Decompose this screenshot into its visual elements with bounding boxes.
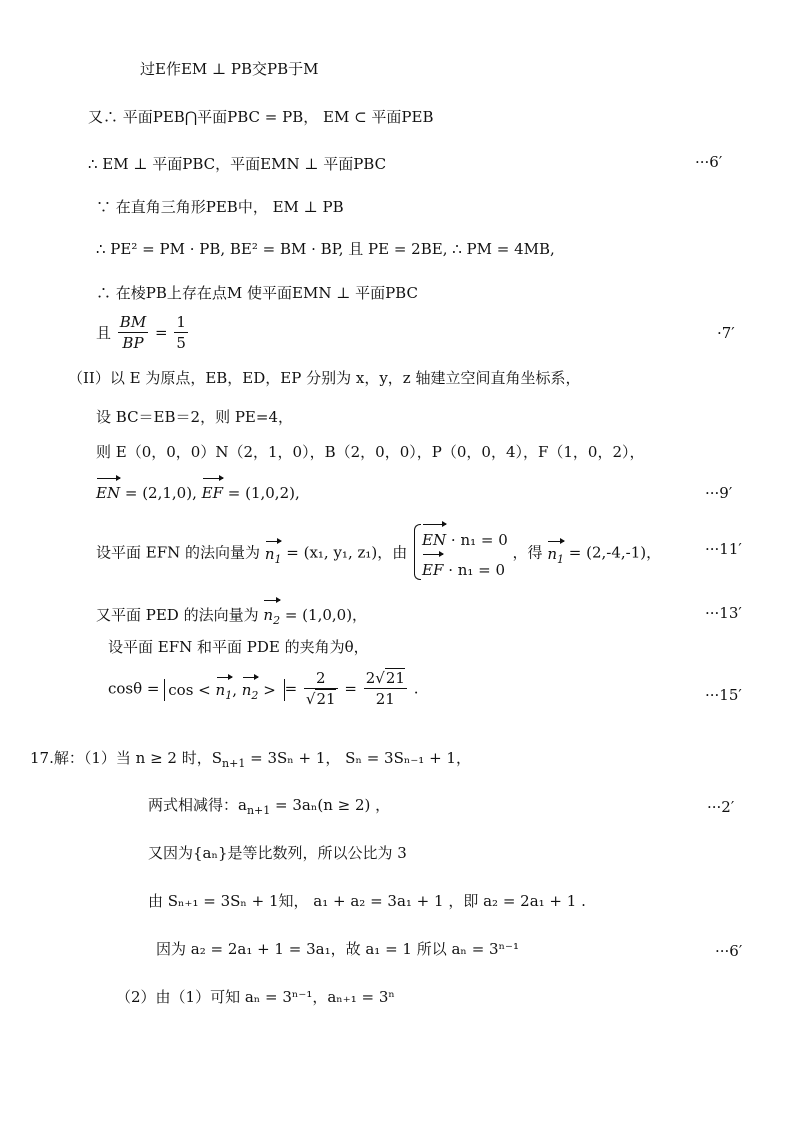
score-2: ···2′ <box>707 798 735 816</box>
fraction-2-sqrt21 <box>304 668 338 709</box>
frac-denominator: 5 <box>176 334 186 352</box>
line-normal-efn <box>96 522 661 582</box>
frac-denominator: √21 <box>305 690 336 708</box>
line-subtract-rest: = 3aₙ(n ≥ 2) ， <box>275 796 391 814</box>
line-pe-squared: ∴ PE² = PM · PB, BE² = BM · BP, 且 PE = 2BE, ∴ PM = 4MB, <box>96 240 555 258</box>
line-17-part1: 17.解：（1）当 n ≥ 2 时，$S_{n+1} = 3S_n + 1$， Sₙ = 3Sₙ₋₁ + 1， <box>30 749 471 770</box>
vector-n1-letter: n <box>264 544 275 563</box>
vector-n1-letter: n <box>215 681 226 699</box>
normal-efn-prefix: 设平面 EFN 的法向量为 <box>96 543 261 562</box>
score-15: ···15′ <box>705 686 742 704</box>
vector-n2: $n_2$ <box>242 675 259 702</box>
cos-close: > <box>263 681 276 699</box>
vector-ef: EF <box>202 476 223 504</box>
line-points: 则 E（0，0，0）N（2，1，0），B（2，0，0），P（0，0，4），F（1，0，2）， <box>96 443 645 461</box>
frac-denominator: BP <box>122 334 144 352</box>
vector-ef-value: = (1,0,2), <box>227 484 300 502</box>
vector-n1: $n_1$ <box>547 539 564 566</box>
line-geometric: 又因为{aₙ}是等比数列，所以公比为 3 <box>148 844 407 862</box>
score-6b: ···6′ <box>715 942 743 960</box>
line-subtract-prefix: 两式相减得：a <box>148 796 247 814</box>
line-cos-theta <box>108 668 418 709</box>
line-part2-coords: （II）以 E 为原点，EB，ED，EP 分别为 x，y，z 轴建立空间直角坐标系， <box>68 369 581 387</box>
line-set-bc: 设 BC＝EB＝2，则 PE=4， <box>96 408 293 426</box>
equals-sign: = <box>284 679 298 698</box>
frac-numerator: 2√21 <box>365 669 405 687</box>
line-right-triangle: ∵ 在直角三角形PEB中， EM ⊥ PB <box>96 198 344 216</box>
vector-n2-letter: n <box>241 681 252 699</box>
line-angle-theta: 设平面 EFN 和平面 PDE 的夹角为θ， <box>108 638 369 656</box>
normal-efn-coords: = (x₁, y₁, z₁)，由 <box>286 543 408 562</box>
score-7: ·7′ <box>717 324 735 342</box>
line-normal-ped <box>96 598 367 632</box>
score-9: ···9′ <box>705 484 733 502</box>
vector-ef: EF <box>422 552 443 582</box>
vector-n2: $n_2$ <box>263 598 280 632</box>
normal-ped-prefix: 又平面 PED 的法向量为 <box>96 606 259 624</box>
vector-en: EN <box>422 522 446 552</box>
line-plane-intersection: 又∴ 平面PEB⋂平面PBC = PB， EM ⊂ 平面PEB <box>88 108 434 126</box>
line-vectors-en-ef <box>96 476 300 504</box>
line-ratio <box>96 312 190 353</box>
sqrt-radicand: 21 <box>316 690 336 708</box>
vector-n1: $n_1$ <box>265 539 282 566</box>
system-row-2 <box>422 552 508 582</box>
frac-denominator: 21 <box>375 690 395 708</box>
equals-sign: = <box>154 323 168 342</box>
line-exists-m: ∴ 在棱PB上存在点M 使平面EMN ⊥ 平面PBC <box>96 284 418 302</box>
ratio-prefix: 且 <box>96 324 112 342</box>
score-13: ···13′ <box>705 604 742 622</box>
end-period: . <box>413 679 419 698</box>
fraction-2sqrt21-21 <box>364 668 407 709</box>
line-part2-17: （2）由（1）可知 aₙ = 3ⁿ⁻¹，aₙ₊₁ = 3ⁿ <box>116 988 395 1006</box>
system-row-1-rest: · n₁ = 0 <box>450 531 508 549</box>
sqrt-radicand: 21 <box>385 669 405 687</box>
normal-efn-get: ，得 <box>512 543 543 562</box>
cos-theta-lhs: cosθ = <box>108 679 160 698</box>
line-17-prefix: 17.解：（1）当 n ≥ 2 时，S <box>30 749 223 767</box>
line-subtract: 两式相减得：$a_{n+1} = 3a_n(n \ge 2)$ ， <box>148 796 391 817</box>
line-from-sn: 由 Sₙ₊₁ = 3Sₙ + 1知， a₁ + a₂ = 3a₁ + 1 ，即 a₂ = 2a₁ + 1 . <box>148 892 586 910</box>
vector-n2-letter: n <box>263 606 274 624</box>
system-row-2-rest: · n₁ = 0 <box>448 561 506 579</box>
equation-system <box>412 522 508 582</box>
line-a1-equals-1: 因为 a₂ = 2a₁ + 1 = 3a₁，故 a₁ = 1 所以 aₙ = 3ⁿ⁻¹ <box>156 940 519 958</box>
frac-numerator: 2 <box>304 668 338 689</box>
vector-n1-letter: n <box>547 544 558 563</box>
cos-open: cos < <box>168 681 211 699</box>
normal-ped-value: = (1,0,0)， <box>284 606 368 624</box>
vector-n1: $n_1$ <box>216 675 233 702</box>
score-11: ···11′ <box>705 540 742 558</box>
fraction-1-5 <box>174 312 188 353</box>
line-17-rest: = 3Sₙ + 1， Sₙ = 3Sₙ₋₁ + 1， <box>250 749 471 767</box>
abs-cos: $\cos < n_1$, $n_2$ > <box>164 679 284 701</box>
vector-en: EN <box>96 476 120 504</box>
frac-numerator: BM <box>119 313 147 331</box>
frac-numerator: 1 <box>176 313 186 331</box>
normal-efn-result: = (2,-4,-1)， <box>568 543 662 562</box>
score-6: ···6′ <box>695 153 723 171</box>
line-em-perp-plane: ∴ EM ⊥ 平面PBC，平面EMN ⊥ 平面PBC <box>88 155 387 173</box>
system-row-1 <box>422 522 508 552</box>
line-em-perp-pb: 过E作EM ⊥ PB交PB于M <box>140 60 319 78</box>
vector-en-value: = (2,1,0), <box>124 484 197 502</box>
equals-sign: = <box>344 679 357 698</box>
fraction-bm-bp <box>118 312 148 353</box>
coef-2: 2 <box>365 669 376 687</box>
